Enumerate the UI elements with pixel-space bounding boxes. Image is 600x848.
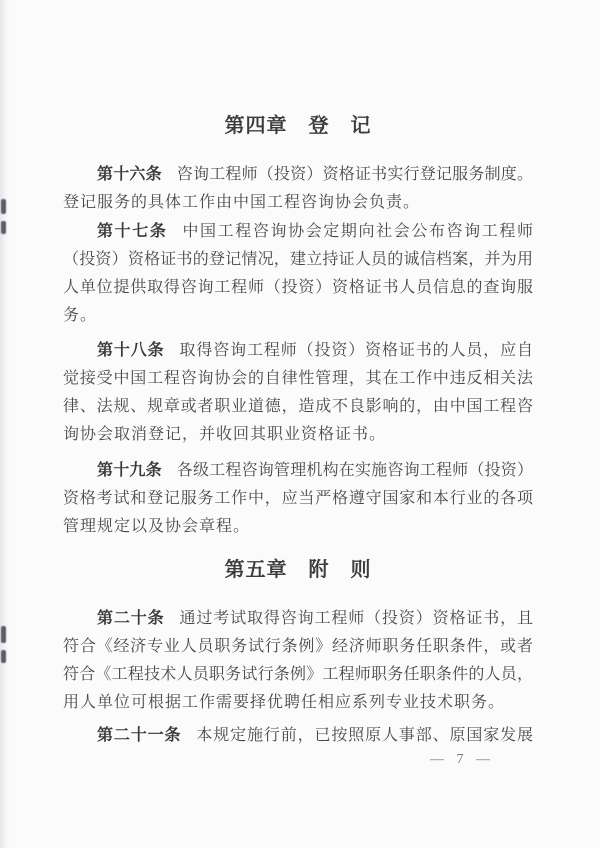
article-16 — [63, 161, 533, 217]
article-21-text: 本规定施行前，已按照原人事部、原国家发展 — [196, 727, 533, 744]
article-line: 用人单位可根据工作需要择优聘任相应系列专业技术职务。 — [63, 694, 506, 711]
article-16-text: 咨询工程师（投资）资格证书实行登记服务制度。 — [176, 166, 533, 183]
article-line — [63, 722, 533, 750]
article-20 — [63, 605, 533, 717]
article-line: 符合《工程技术人员职务试行条例》工程师职务任职条件的人员， — [63, 666, 533, 683]
article-19 — [63, 457, 533, 541]
chapter-5-heading: 第五章 附 则 — [224, 559, 372, 581]
article-17-number: 第十七条 — [97, 223, 168, 240]
article-17-text: 中国工程咨询协会定期向社会公布咨询工程师 — [182, 223, 533, 240]
article-16-number: 第十六条 — [97, 166, 162, 183]
article-line: 律、法规、规章或者职业道德，造成不良影响的，由中国工程咨 — [63, 398, 533, 415]
article-line: 觉接受中国工程咨询协会的自律性管理，其在工作中违反相关法 — [63, 370, 533, 387]
article-line — [63, 605, 533, 633]
chapter-4-heading: 第四章 登 记 — [224, 115, 372, 137]
article-18 — [63, 337, 533, 449]
article-line: 符合《经济专业人员职务试行条例》经济师职务任职条件，或者 — [63, 638, 533, 655]
article-19-text: 各级工程咨询管理机构在实施咨询工程师（投资） — [176, 462, 533, 479]
article-21-number: 第二十一条 — [97, 727, 182, 744]
article-line — [63, 337, 533, 365]
article-line: 管理规定以及协会章程。 — [63, 518, 251, 535]
article-line: 询协会取消登记，并收回其职业资格证书。 — [63, 426, 387, 443]
scan-binding-mark — [1, 221, 6, 234]
article-line — [63, 161, 533, 189]
page-number: — 7 — — [430, 752, 491, 767]
article-18-text: 取得咨询工程师（投资）资格证书的人员，应自 — [179, 342, 533, 359]
article-line — [63, 457, 533, 485]
article-20-text: 通过考试取得咨询工程师（投资）资格证书，且 — [179, 610, 533, 627]
article-19-number: 第十九条 — [97, 462, 162, 479]
scan-binding-mark — [1, 199, 6, 214]
article-21 — [63, 722, 533, 750]
article-line: （投资）资格证书的登记情况，建立持证人员的诚信档案，并为用 — [63, 251, 533, 268]
scan-edge-shadow — [0, 0, 10, 848]
article-line: 登记服务的具体工作由中国工程咨询协会负责。 — [63, 194, 421, 211]
scan-binding-mark — [1, 650, 6, 663]
article-line: 人单位提供取得咨询工程师（投资）资格证书人员信息的查询服 — [63, 279, 533, 296]
article-line: 资格考试和登记服务工作中，应当严格遵守国家和本行业的各项 — [63, 490, 533, 507]
article-20-number: 第二十条 — [97, 610, 165, 627]
article-17 — [63, 218, 533, 330]
article-line — [63, 218, 533, 246]
article-line: 务。 — [63, 307, 98, 324]
scan-binding-mark — [1, 626, 6, 643]
document-body — [63, 0, 533, 768]
article-18-number: 第十八条 — [97, 342, 165, 359]
